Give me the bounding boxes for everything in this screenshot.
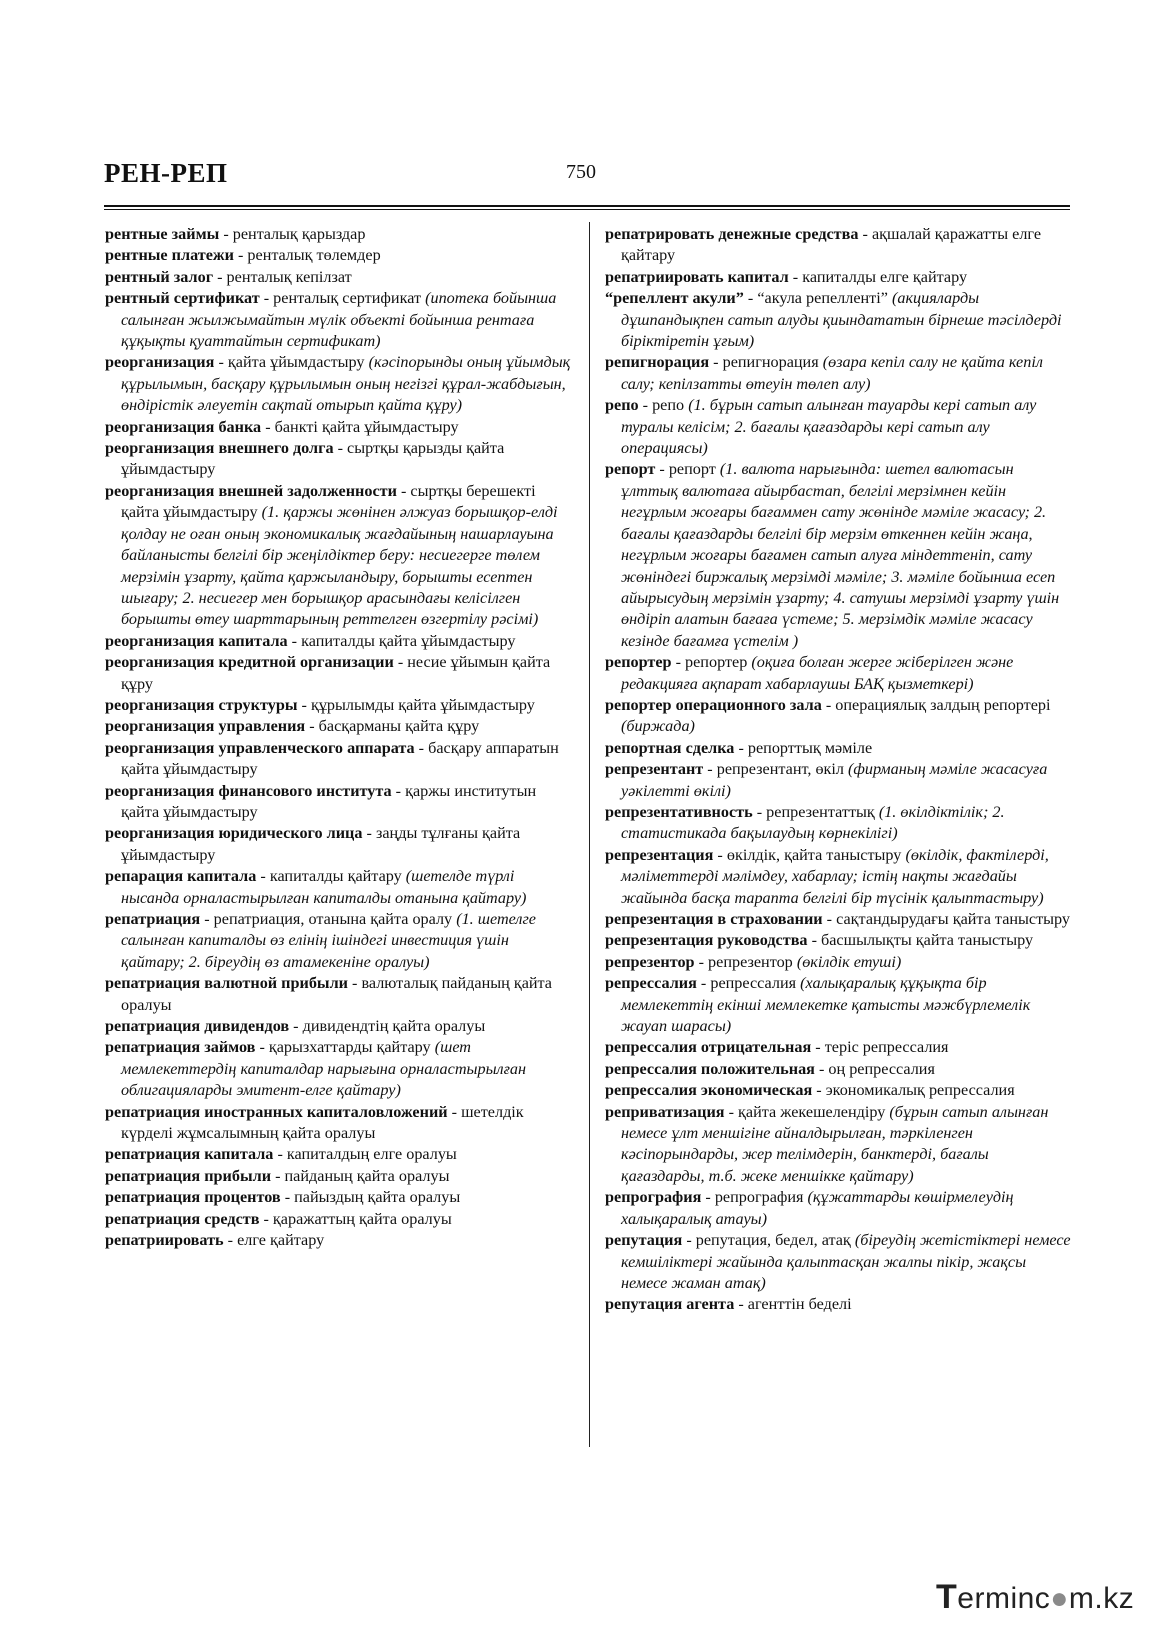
entry-translation: - ақшалай қаражатты елге қайтару bbox=[621, 225, 1042, 265]
entry-translation: - сыртқы қарызды қайта ұйымдастыру bbox=[121, 439, 505, 479]
entry-term: реорганизация капитала bbox=[105, 631, 288, 650]
entry-translation: - басшылықты қайта таныстыру bbox=[807, 931, 1034, 950]
entry-term: репрезентация руководства bbox=[605, 931, 808, 950]
entry-term: репрография bbox=[605, 1188, 702, 1207]
entry-translation: - қаржы институтын қайта ұйымдастыру bbox=[121, 781, 537, 821]
entry-note: (оқиға болған жерге жіберілген және редакцияға ақпарат хабарлаушы БАҚ қызметкері) bbox=[621, 653, 1014, 693]
entry-term: репатриация процентов bbox=[105, 1188, 281, 1207]
entry-term: репатриировать капитал bbox=[605, 267, 789, 286]
entry-term: репатриация средств bbox=[105, 1209, 260, 1228]
entry-translation: - рентaлық сертификат bbox=[259, 289, 426, 308]
entry-translation: - капиталды қайта ұйымдастыру bbox=[287, 631, 516, 650]
entry-term: реорганизация внешнего долга bbox=[105, 439, 334, 458]
entry-term: рентный сертификат bbox=[105, 289, 260, 308]
entry-term: реорганизация bbox=[105, 353, 215, 372]
termincom-logo bbox=[936, 1578, 1134, 1618]
entry-translation: - репортер bbox=[671, 653, 752, 672]
entry-note: (1. қаржы жөнінен әлжуаз борышқор-елді қолдау не оған оның экономикалық жағдайының нашарлауына байланысты белгілі бір жеңілдіктер беру: несиегерге төлем мерзімін ұзарту, қайта қаржыландыру, борышты есептен шығару; 2. несиегер мен борышқор арасындағы келісілген борышты өтеу шарттарының реттелген өзгертілу рәсімі) bbox=[121, 503, 558, 629]
entry-term: репортер bbox=[605, 653, 672, 672]
page-header-title: РЕН-РЕП bbox=[104, 158, 228, 188]
entry-translation: - репорт bbox=[655, 460, 720, 479]
dictionary-entry bbox=[105, 652, 571, 695]
entry-term: репрезентант bbox=[605, 760, 704, 779]
entry-note: (ипотека бойынша салынған жылжымайтын мүлік объекті бойынша рентаға құқықты қуаттайтын сертификат) bbox=[121, 289, 557, 351]
entry-term: репо bbox=[605, 396, 639, 415]
left-column bbox=[105, 224, 571, 1252]
entry-term: реорганизация управления bbox=[105, 717, 306, 736]
entry-note: (1. шетелге салынған капиталды өз елінің ішіндегі инвестиция үшін қайтару; 2. біреудің өз атамекеніне оралуы) bbox=[121, 910, 536, 971]
entry-translation: - капиталды елге қайтару bbox=[788, 267, 968, 286]
entry-term: репатриация капитала bbox=[105, 1145, 274, 1164]
entry-translation: - репутация, бедел, атақ bbox=[682, 1231, 855, 1250]
entry-note: (биржада) bbox=[621, 717, 695, 736]
entry-term: реорганизация структуры bbox=[105, 695, 298, 714]
dictionary-entry bbox=[605, 1037, 1071, 1058]
entry-translation: - шетелдік күрделі жұмсалымның қайта оралуы bbox=[121, 1102, 524, 1143]
entry-term: реорганизация кредитной организации bbox=[105, 653, 394, 672]
entry-translation: - капиталды қайтару bbox=[256, 867, 406, 886]
dictionary-entry bbox=[105, 352, 571, 416]
entry-term: репатриация иностранных капиталовложений bbox=[105, 1102, 448, 1121]
entry-term: репрессалия отрицательная bbox=[605, 1038, 812, 1057]
dictionary-entry bbox=[105, 1102, 571, 1145]
entry-translation: - заңды тұлғаны қайта ұйымдастыру bbox=[121, 824, 521, 864]
entry-term: репорт bbox=[605, 460, 656, 479]
dictionary-entry bbox=[605, 845, 1071, 909]
entry-translation: - репрессалия bbox=[696, 974, 801, 993]
dictionary-entry bbox=[105, 1230, 571, 1251]
entry-term: репатриация валютной прибыли bbox=[105, 974, 348, 993]
dictionary-entry bbox=[105, 438, 571, 481]
entry-translation: - қаражаттың қайта оралуы bbox=[259, 1209, 452, 1228]
dictionary-entry bbox=[105, 245, 571, 266]
entry-term: репатрировать денежные средства bbox=[605, 225, 859, 243]
entry-translation: - репигнорация bbox=[709, 353, 823, 372]
entry-translation: - қайта жекешелендіру bbox=[724, 1102, 890, 1121]
entry-term: репутация bbox=[605, 1231, 683, 1250]
entry-note: (бұрын сатып алынған немесе ұлт меншігіне айналдырылған, тәркіленген кәсіпорындарды, жер телімдерін, банктерді, бағалы қағаздарды, т.б. жеке меншікке қайтару) bbox=[621, 1102, 1049, 1185]
dictionary-entry bbox=[605, 459, 1071, 652]
dictionary-entry bbox=[105, 823, 571, 866]
dictionary-entry bbox=[105, 909, 571, 973]
right-column bbox=[605, 224, 1071, 1316]
dictionary-entry bbox=[105, 1144, 571, 1165]
entry-note: (өкілдік, фактілерді, мәліметтерді мәлімдеу, хабарлау; істің нақты жағдайы жайында басқа тарапта белгілі бір түсінік қалыптастыру) bbox=[621, 845, 1049, 907]
dictionary-entry bbox=[605, 1187, 1071, 1230]
dictionary-entry bbox=[605, 738, 1071, 759]
dictionary-entry bbox=[605, 802, 1071, 845]
entry-translation: - құрылымды қайта ұйымдастыру bbox=[297, 695, 535, 714]
entry-term: репатриация прибыли bbox=[105, 1166, 272, 1185]
entry-translation: - операциялық залдың репортері bbox=[821, 695, 1051, 714]
entry-translation: - сыртқы берешекті қайта ұйымдастыру bbox=[121, 481, 536, 522]
dictionary-entry bbox=[105, 1016, 571, 1037]
dictionary-entry bbox=[105, 866, 571, 909]
entry-translation: - репрезентаттық bbox=[752, 802, 879, 821]
entry-translation: - репатриация, отанына қайта оралу bbox=[200, 910, 457, 928]
dictionary-entry bbox=[105, 1209, 571, 1230]
entry-term: репортер операционного зала bbox=[605, 695, 822, 714]
dictionary-entry bbox=[105, 716, 571, 737]
entry-note: (1. бұрын сатып алынған тауарды кері сатып алу туралы келісім; 2. бағалы қағаздарды кері сатып алу операциясы) bbox=[621, 396, 1037, 458]
entry-term: репрессалия положительная bbox=[605, 1059, 815, 1078]
entry-term: рентные платежи bbox=[105, 246, 234, 265]
entry-term: репатриировать bbox=[105, 1231, 224, 1250]
entry-translation: - сақтандырудағы қайта таныстыру bbox=[822, 910, 1071, 928]
entry-note: (құжаттарды көшірмелеудің халықаралық атауы) bbox=[621, 1188, 1014, 1228]
entry-translation: - репорттық мәміле bbox=[734, 738, 873, 757]
entry-term: репрессалия экономическая bbox=[605, 1081, 813, 1100]
entry-translation: - рентaлық кепілзат bbox=[213, 267, 352, 286]
entry-translation: - елге қайтару bbox=[223, 1231, 325, 1250]
dictionary-entry bbox=[605, 930, 1071, 951]
dictionary-entry bbox=[605, 224, 1071, 267]
entry-term: рентные займы bbox=[105, 225, 220, 243]
entry-note: (шетелде түрлі нысанда орналастырылған капиталды отанына қайтару) bbox=[121, 867, 527, 907]
entry-translation: - капиталдың елге оралуы bbox=[273, 1145, 457, 1164]
dictionary-entry bbox=[605, 1080, 1071, 1101]
entry-note: (1. өкілдіктілік; 2. статистикада бақылаудың көрнекілігі) bbox=[621, 802, 1005, 843]
entry-term: репарация капитала bbox=[105, 867, 257, 886]
page-number: 750 bbox=[566, 161, 596, 183]
entry-translation: - басқару аппаратын қайта ұйымдастыру bbox=[121, 738, 559, 779]
entry-translation: - өкілдік, қайта таныстыру bbox=[713, 845, 906, 864]
entry-translation: - қайта ұйымдастыру bbox=[214, 353, 369, 372]
entry-note: (фирманың мәміле жасасуға уәкілетті өкілі) bbox=[621, 760, 1048, 800]
dictionary-entry bbox=[605, 352, 1071, 395]
entry-translation: - агенттін беделі bbox=[734, 1295, 852, 1314]
dictionary-entry bbox=[605, 909, 1071, 930]
entry-translation: - рентaлық қарыздар bbox=[219, 225, 366, 243]
header-rule bbox=[104, 205, 1070, 210]
entry-translation: - экономикалық репрессалия bbox=[812, 1081, 1015, 1100]
entry-translation: - банкті қайта ұйымдастыру bbox=[261, 417, 459, 436]
entry-note: (біреудің жетістіктері немесе кемшіліктері жайында қалыптасқан жалпы пікір, жақсы немесе жаман атақ) bbox=[621, 1231, 1071, 1292]
dictionary-entry bbox=[605, 1059, 1071, 1080]
entry-translation: - несие ұйымын қайта құру bbox=[121, 653, 551, 693]
entry-term: репигнорация bbox=[605, 353, 710, 372]
entry-term: репрессалия bbox=[605, 974, 697, 993]
entry-term: репрезентативность bbox=[605, 802, 753, 821]
dictionary-entry bbox=[105, 1037, 571, 1101]
entry-translation: - дивидендтің қайта оралуы bbox=[289, 1017, 486, 1036]
entry-translation: - репрезентант, өкіл bbox=[703, 760, 849, 779]
dictionary-entry bbox=[605, 1102, 1071, 1188]
entry-term: реорганизация юридического лица bbox=[105, 824, 363, 843]
dictionary-entry bbox=[105, 1166, 571, 1187]
entry-term: репрезентация bbox=[605, 845, 714, 864]
entry-note: (халықаралық құқықта бір мемлекеттің екінші мемлекетке қатысты мәжбүрлемелік жауап шарасы) bbox=[621, 974, 1031, 1036]
entry-term: реорганизация управленческого аппарата bbox=[105, 738, 415, 757]
dictionary-entry bbox=[605, 288, 1071, 352]
logo-letter: T bbox=[936, 1578, 958, 1616]
dictionary-entry bbox=[605, 1294, 1071, 1315]
dictionary-entry bbox=[105, 738, 571, 781]
entry-term: реприватизация bbox=[605, 1102, 725, 1121]
entry-term: репутация агента bbox=[605, 1295, 735, 1314]
entry-translation: - репо bbox=[638, 396, 689, 415]
entry-term: репатриация займов bbox=[105, 1038, 256, 1057]
entry-note: (шет мемлекеттердің капиталдар нарығына орналастырылған облигацияларды эмитент-елге қайтару) bbox=[121, 1038, 527, 1100]
dictionary-entry bbox=[105, 417, 571, 438]
logo-text-1: erminc bbox=[957, 1582, 1051, 1615]
entry-term: реорганизация финансового института bbox=[105, 781, 392, 800]
dictionary-entry bbox=[605, 395, 1071, 459]
entry-term: рентный залог bbox=[105, 267, 214, 286]
dictionary-entry bbox=[605, 695, 1071, 738]
entry-term: реорганизация внешней задолженности bbox=[105, 481, 397, 500]
entry-term: репрезентация в страховании bbox=[605, 910, 823, 928]
entry-note: (өзара кепіл салу не қайта кепіл салу; кепілзатты өтеуін төлеп алу) bbox=[621, 353, 1043, 393]
entry-translation: - оң репрессалия bbox=[814, 1059, 935, 1078]
entry-translation: - репрография bbox=[701, 1188, 808, 1207]
dictionary-entry bbox=[105, 631, 571, 652]
entry-translation: - қарызхаттарды қайтару bbox=[255, 1038, 435, 1057]
entry-note: (кәсіпорынды оның ұйымдық құрылымын, басқару құрылымын оның негізгі құрал-жабдығын, өндірістік әлеуетін сақтай отырып қайта құру) bbox=[121, 353, 571, 415]
entry-translation: - “акула репелленті” bbox=[743, 289, 892, 308]
dictionary-entry bbox=[605, 952, 1071, 973]
logo-text-2: m.kz bbox=[1068, 1582, 1135, 1615]
dictionary-entry bbox=[105, 288, 571, 352]
entry-term: репортная сделка bbox=[605, 738, 735, 757]
dictionary-entry bbox=[105, 781, 571, 824]
dictionary-entry bbox=[605, 1230, 1071, 1294]
dictionary-entry bbox=[105, 695, 571, 716]
entry-term: репатриация дивидендов bbox=[105, 1017, 290, 1036]
dictionary-entry bbox=[105, 481, 571, 631]
entry-note: (1. валюта нарығында: шетел валютасын ұлттық валютаға айырбастап, белгілі мерзімнен кейін негұрлым жоғары бағаммен сату жөнінде мәміле жасасу; 2. бағалы қағаздарды белгілі бір мерзім өткеннен кейін жаңа, негұрлым жоғары бағамен сатып алуға міндеттеніп, сату жөніндегі биржалық мерзімді мәміле; 3. мәміле бойынша есеп айырысудың мерзімін ұзарту; 4. сатушы мерзімді ұзарту үшін өндіріп алатын бағаға үстеме; 5. мерзімдік мәміле жасасу кезінде бағамға үстелім ) bbox=[621, 460, 1060, 650]
entry-note: (өкілдік етуші) bbox=[796, 952, 902, 971]
entry-translation: - пайыздың қайта оралуы bbox=[280, 1188, 461, 1207]
entry-translation: - басқарманы қайта құру bbox=[305, 717, 480, 736]
entry-translation: - теріс репрессалия bbox=[811, 1038, 949, 1057]
dictionary-entry bbox=[605, 652, 1071, 695]
entry-term: репатриация bbox=[105, 910, 201, 928]
entry-note: (акцияларды дұшпандықпен сатып алуды қиындататын бірнеше тәсілдерді біріктіретін ұғым) bbox=[621, 289, 1062, 351]
dictionary-entry bbox=[105, 973, 571, 1016]
dictionary-entry bbox=[605, 973, 1071, 1037]
entry-term: реорганизация банка bbox=[105, 417, 262, 436]
entry-term: “репеллент акули” bbox=[605, 289, 744, 308]
dictionary-entry bbox=[105, 224, 571, 245]
entry-translation: - рентaлық төлемдер bbox=[233, 246, 381, 265]
column-divider bbox=[589, 222, 590, 1447]
entry-translation: - репрезентор bbox=[694, 952, 797, 971]
entry-term: репрезентор bbox=[605, 952, 695, 971]
dictionary-entry bbox=[105, 1187, 571, 1208]
dictionary-entry bbox=[605, 267, 1071, 288]
dictionary-entry bbox=[105, 267, 571, 288]
entry-translation: - валюталық пайданың қайта оралуы bbox=[121, 974, 552, 1014]
logo-dot-icon: ● bbox=[1050, 1582, 1069, 1615]
entry-translation: - пайданың қайта оралуы bbox=[271, 1166, 450, 1185]
dictionary-entry bbox=[605, 759, 1071, 802]
